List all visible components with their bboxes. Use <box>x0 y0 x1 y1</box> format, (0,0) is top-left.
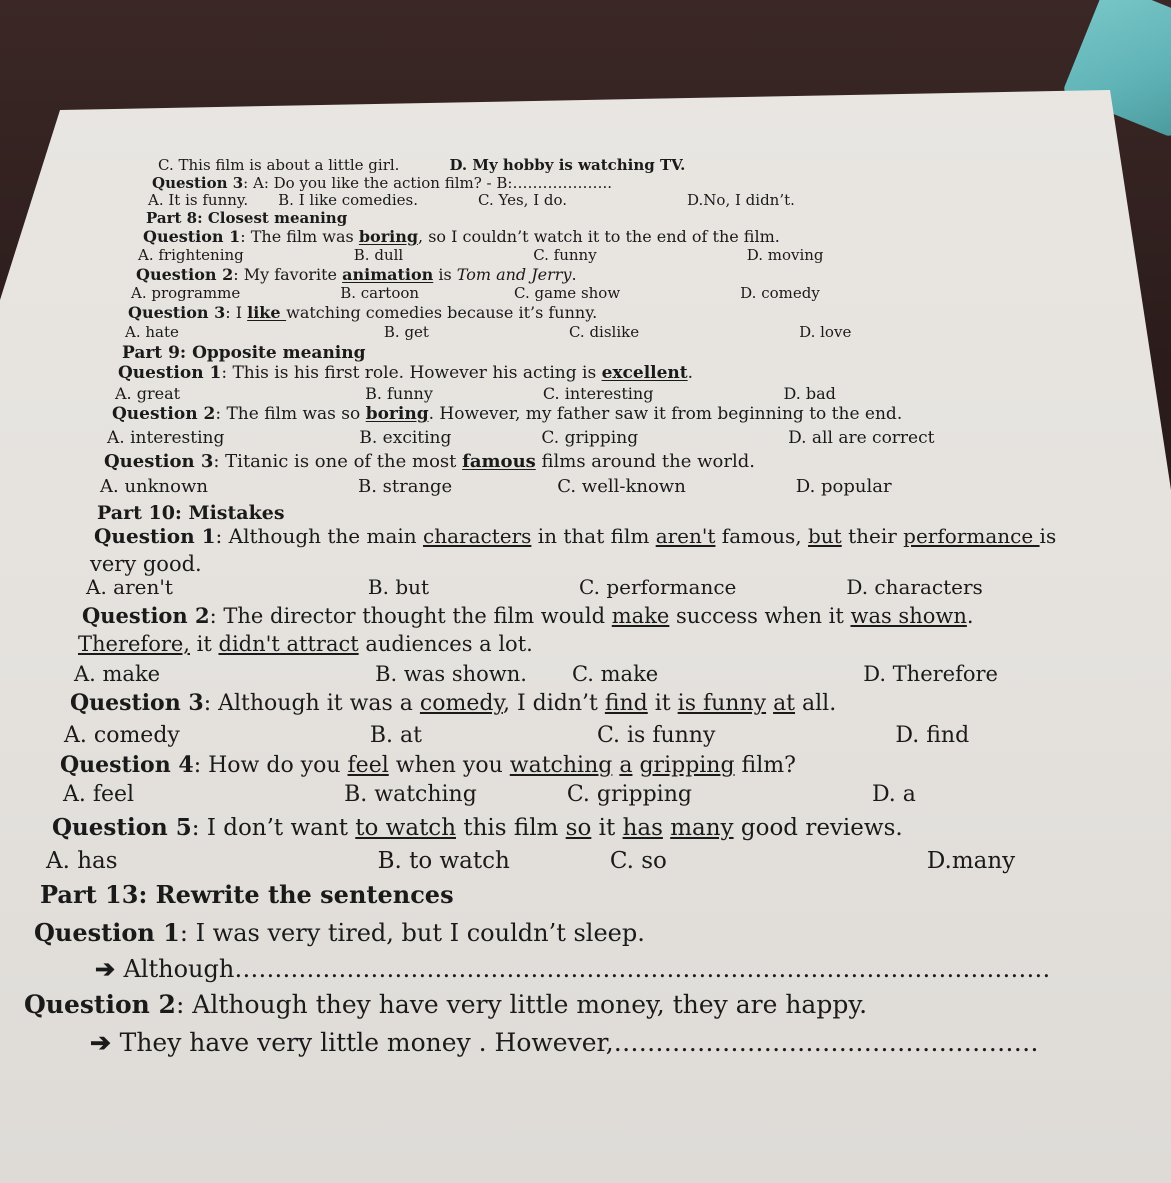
line-segment: B. at <box>369 723 422 748</box>
line-segment: it <box>647 691 678 716</box>
line-segment: Tom and Jerry <box>456 265 572 284</box>
line-segment: A. frightening <box>138 246 244 264</box>
line-segment: A. feel <box>63 782 135 807</box>
line-segment: famous, <box>715 524 808 548</box>
line-segment: so <box>565 815 592 841</box>
line-segment: is <box>1039 524 1057 548</box>
line-segment: D. My hobby is watching TV. <box>449 156 686 174</box>
line-segment: C. is funny <box>596 723 716 748</box>
worksheet-line-l23 <box>78 632 533 656</box>
worksheet-line-l13 <box>115 384 836 403</box>
line-segment: find <box>604 691 648 716</box>
line-segment: C. funny <box>533 246 597 264</box>
worksheet-line-l14 <box>112 404 902 424</box>
line-segment: gripping <box>639 753 735 778</box>
line-segment: when you <box>388 753 510 778</box>
line-segment: many <box>670 815 734 841</box>
line-segment: . <box>571 265 577 284</box>
line-segment: films around the world. <box>535 451 755 472</box>
line-segment: ➔ <box>95 954 124 983</box>
line-segment: : I was very tired, but I couldn’t sleep. <box>179 919 645 947</box>
worksheet-line-l24 <box>74 662 998 686</box>
line-segment: ➔ <box>90 1028 120 1057</box>
line-segment: B. watching <box>344 782 477 807</box>
worksheet-line-l5 <box>143 227 780 246</box>
line-segment: their <box>841 524 904 548</box>
line-segment: D. moving <box>746 246 824 264</box>
line-segment: ………………………………………………………………………………………… <box>234 955 1051 983</box>
line-segment: : A: Do you like the action film? - B: <box>243 174 513 192</box>
line-segment: has <box>622 815 663 841</box>
line-segment: excellent <box>601 363 688 383</box>
line-segment: C. interesting <box>542 384 654 403</box>
line-segment: Question 3 <box>128 303 226 322</box>
line-segment: , so I couldn’t watch it to the end of the film. <box>418 227 780 246</box>
line-segment: C. This film is about a little girl. <box>158 156 400 174</box>
line-segment: Question 5 <box>52 814 192 841</box>
line-segment: C. gripping <box>541 428 639 448</box>
line-segment: C. well-known <box>557 476 686 497</box>
line-segment: Question 3 <box>152 174 244 192</box>
line-segment: at <box>773 691 796 716</box>
line-segment: Question 1 <box>94 524 216 548</box>
worksheet-line-l26 <box>64 723 969 748</box>
worksheet-line-l7 <box>136 265 577 284</box>
line-segment: success when it <box>669 604 851 628</box>
worksheet-line-l30 <box>46 848 1015 874</box>
worksheet-line-l28 <box>63 782 916 807</box>
worksheet-line-l21 <box>86 575 983 599</box>
line-segment: D. characters <box>846 575 983 599</box>
line-segment: A. aren't <box>86 575 173 599</box>
line-segment: is funny <box>677 691 767 716</box>
worksheet-line-l3 <box>148 191 795 209</box>
worksheet-line-l12 <box>118 363 693 383</box>
line-segment: A. It is funny. <box>148 191 249 209</box>
line-segment: watching <box>509 753 613 778</box>
line-segment: D. popular <box>795 476 892 497</box>
line-segment: D. find <box>895 723 970 748</box>
line-segment: : I <box>225 303 248 322</box>
line-segment: feel <box>347 753 389 778</box>
worksheet-line-l8 <box>131 284 820 302</box>
worksheet-line-l31 <box>40 880 454 909</box>
line-segment: D. bad <box>783 384 836 403</box>
line-segment: . <box>966 604 974 628</box>
line-segment: : This is his first role. However his acting is <box>221 363 602 383</box>
line-segment: good reviews. <box>733 815 903 841</box>
worksheet-line-l32 <box>34 918 645 947</box>
line-segment: B. cartoon <box>340 284 420 302</box>
line-segment: : Although the main <box>215 524 423 548</box>
worksheet-line-l4 <box>146 209 347 227</box>
line-segment: all. <box>795 691 837 716</box>
line-segment: ……………….. <box>512 174 612 192</box>
worksheet-line-l9 <box>128 303 597 322</box>
line-segment: : How do you <box>193 753 348 778</box>
line-segment: C. Yes, I do. <box>478 191 568 209</box>
line-segment: Question 4 <box>60 752 194 778</box>
line-segment: Question 3 <box>70 690 204 716</box>
line-segment: is <box>433 265 457 284</box>
worksheet-line-l1 <box>158 156 685 174</box>
worksheet-line-l20 <box>90 552 202 576</box>
line-segment: A. unknown <box>100 476 208 497</box>
line-segment: boring <box>358 227 419 246</box>
line-segment: but <box>808 524 842 548</box>
line-segment: D. love <box>799 323 852 341</box>
line-segment: A. interesting <box>107 428 225 448</box>
line-segment: B. I like comedies. <box>278 191 418 209</box>
line-segment: D. all are correct <box>788 428 935 448</box>
line-segment: was shown <box>850 604 967 628</box>
line-segment: performance <box>903 524 1040 548</box>
line-segment: comedy <box>419 691 503 716</box>
line-segment: : The film was <box>240 227 359 246</box>
worksheet-line-l27 <box>60 752 796 778</box>
line-segment: A. hate <box>125 323 179 341</box>
line-segment: . However, my father saw it from beginning to the end. <box>428 404 903 424</box>
line-segment: aren't <box>655 524 716 548</box>
line-segment: B. funny <box>365 384 433 403</box>
line-segment: , I didn’t <box>502 691 605 716</box>
line-segment: Therefore, <box>78 632 190 656</box>
line-segment: C. make <box>571 662 659 686</box>
worksheet-line-l15 <box>107 428 934 448</box>
line-segment: Part 13: Rewrite the sentences <box>40 880 454 909</box>
worksheet-line-l17 <box>100 476 892 497</box>
line-segment <box>766 691 773 716</box>
line-segment: C. so <box>609 848 667 874</box>
line-segment: it <box>189 632 219 656</box>
worksheet-line-l2 <box>152 174 612 192</box>
line-segment: audiences a lot. <box>358 632 533 656</box>
worksheet-line-l6 <box>138 246 824 264</box>
line-segment: famous <box>462 451 536 472</box>
worksheet-line-l25 <box>70 690 836 716</box>
line-segment: A. great <box>115 384 181 403</box>
line-segment: A. make <box>74 662 161 686</box>
worksheet-line-l29 <box>52 814 903 841</box>
line-segment: make <box>611 604 670 628</box>
line-segment: it <box>591 815 623 841</box>
line-segment: D.many <box>926 848 1016 874</box>
line-segment: : Titanic is one of the most <box>213 451 463 472</box>
line-segment: Although <box>123 955 235 983</box>
worksheet-line-l18 <box>97 502 285 524</box>
worksheet-line-l34 <box>24 990 867 1019</box>
line-segment: characters <box>423 524 532 548</box>
line-segment: Part 8: Closest meaning <box>146 209 348 227</box>
line-segment: A. has <box>46 848 118 874</box>
line-segment: : My favorite <box>233 265 343 284</box>
worksheet-line-l33 <box>95 954 1050 983</box>
line-segment: : Although it was a <box>203 691 420 716</box>
line-segment: Question 1 <box>143 227 241 246</box>
line-segment: D. comedy <box>740 284 820 302</box>
line-segment: C. dislike <box>568 323 640 341</box>
line-segment: like <box>247 303 287 322</box>
line-segment: to watch <box>355 815 457 841</box>
line-segment: didn't attract <box>218 632 359 656</box>
line-segment: B. dull <box>353 246 404 264</box>
line-segment: Question 3 <box>104 451 214 472</box>
line-segment: watching comedies because it’s funny. <box>286 303 598 322</box>
line-segment: …………………………………………… <box>613 1028 1039 1057</box>
line-segment: Question 1 <box>34 918 180 947</box>
line-segment: D. Therefore <box>863 662 998 686</box>
line-segment: : Although they have very little money, they are happy. <box>175 990 868 1019</box>
line-segment: Question 2 <box>112 404 216 424</box>
line-segment: B. but <box>367 575 430 599</box>
worksheet-line-l35 <box>90 1028 1039 1057</box>
worksheet-line-l19 <box>94 524 1056 548</box>
line-segment: Question 1 <box>118 363 222 383</box>
line-segment: boring <box>365 404 429 424</box>
worksheet-line-l11 <box>122 343 366 363</box>
line-segment: very good. <box>90 552 202 576</box>
line-segment: C. game show <box>514 284 621 302</box>
worksheet-line-l22 <box>82 603 974 628</box>
line-segment: Question 2 <box>82 603 210 628</box>
line-segment: in that film <box>531 524 656 548</box>
line-segment: Part 9: Opposite meaning <box>122 343 366 363</box>
line-segment: Part 10: Mistakes <box>97 502 285 524</box>
line-segment: animation <box>342 265 434 284</box>
line-segment: B. was shown. <box>375 662 527 686</box>
line-segment: a <box>619 753 633 778</box>
line-segment: B. exciting <box>359 428 452 448</box>
line-segment: D. a <box>871 782 916 807</box>
line-segment: C. performance <box>579 575 737 599</box>
worksheet-line-l16 <box>104 451 755 472</box>
line-segment: . <box>687 363 694 383</box>
line-segment: this film <box>456 815 566 841</box>
line-segment: : The director thought the film would <box>209 604 612 628</box>
line-segment: B. to watch <box>377 848 510 874</box>
line-segment: They have very little money . However, <box>119 1028 614 1057</box>
line-segment: : I don’t want <box>191 815 356 841</box>
line-segment: B. get <box>383 323 429 341</box>
line-segment: Question 2 <box>136 265 234 284</box>
line-segment: : The film was so <box>215 404 366 424</box>
line-segment: A. comedy <box>64 723 180 748</box>
worksheet-line-l10 <box>125 323 851 341</box>
line-segment: film? <box>734 753 796 778</box>
line-segment: A. programme <box>131 284 241 302</box>
line-segment: Question 2 <box>24 990 176 1019</box>
line-segment: C. gripping <box>566 782 692 807</box>
line-segment: B. strange <box>357 476 453 497</box>
line-segment: D.No, I didn’t. <box>687 191 795 209</box>
